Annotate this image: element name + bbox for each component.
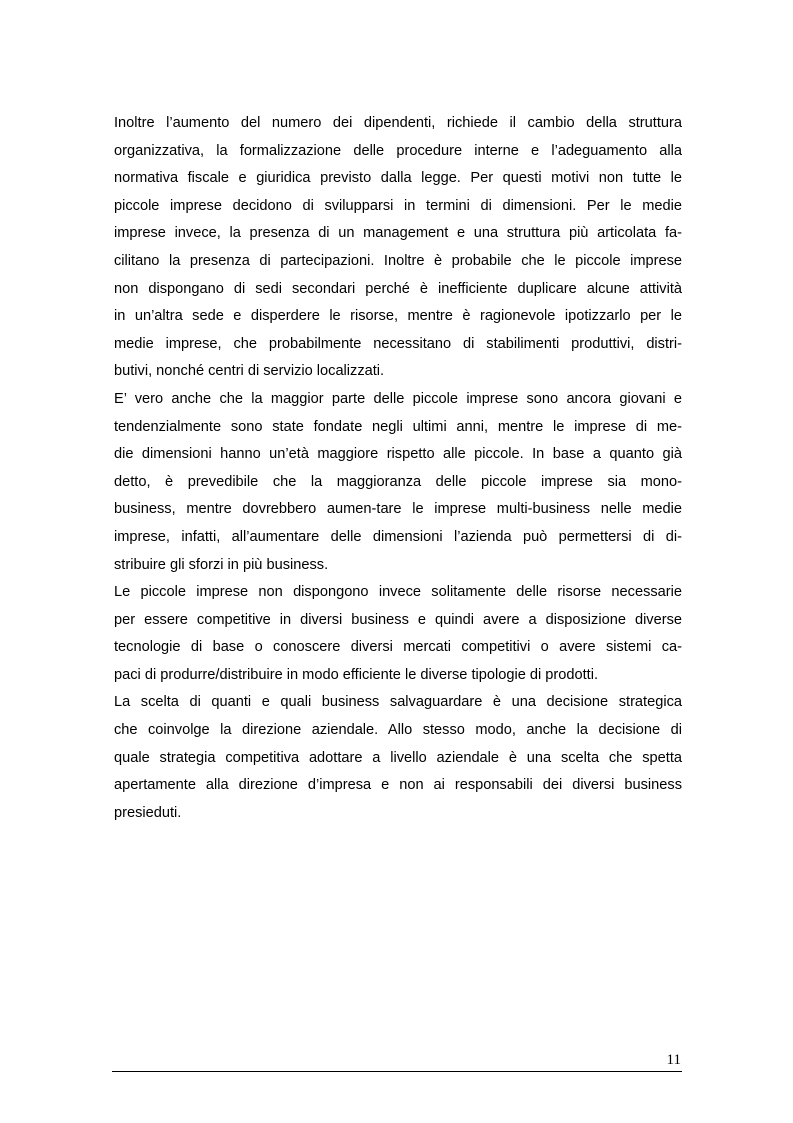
text-line: organizzativa, la formalizzazione delle procedure interne e l’adeguamento alla: [114, 142, 682, 159]
text-line: tendenzialmente sono state fondate negli ultimi anni, mentre le imprese di me-: [114, 418, 682, 435]
text-line: paci di produrre/distribuire in modo efficiente le diverse tipologie di prodotti.: [114, 666, 599, 683]
text-line: imprese, infatti, all’aumentare delle dimensioni l’azienda può permettersi di di-: [114, 528, 682, 545]
text-line: presieduti.: [114, 804, 182, 821]
text-line: die dimensioni hanno un’età maggiore rispetto alle piccole. In base a quanto già: [114, 446, 682, 463]
text-line: normativa fiscale e giuridica previsto dalla legge. Per questi motivi non tutte le: [114, 170, 682, 187]
text-line: butivi, nonché centri di servizio localizzati.: [114, 363, 385, 380]
text-line: quale strategia competitiva adottare a livello aziendale è una scelta che spetta: [114, 749, 682, 766]
text-line: apertamente alla direzione d’impresa e non ai responsabili dei diversi business: [114, 777, 682, 794]
text-line: La scelta di quanti e quali business salvaguardare è una decisione strategica: [114, 694, 682, 711]
text-line: business, mentre dovrebbero aumen-tare le imprese multi-business nelle medie: [114, 501, 682, 518]
footer-divider: [112, 1071, 682, 1072]
text-line: tecnologie di base o conoscere diversi mercati competitivi o avere sistemi ca-: [114, 639, 682, 656]
text-line: non dispongano di sedi secondari perché è inefficiente duplicare alcune attività: [114, 280, 682, 297]
page-number: 11: [666, 1052, 681, 1068]
text-line: detto, è prevedibile che la maggioranza delle piccole imprese sia mono-: [114, 473, 682, 490]
text-line: Le piccole imprese non dispongono invece solitamente delle risorse necessarie: [114, 584, 682, 601]
text-line: che coinvolge la direzione aziendale. Allo stesso modo, anche la decisione di: [114, 722, 682, 739]
text-line: per essere competitive in diversi business e quindi avere a disposizione diverse: [114, 611, 682, 628]
text-line: in un’altra sede e disperdere le risorse, mentre è ragionevole ipotizzarlo per le: [114, 308, 682, 325]
text-line: medie imprese, che probabilmente necessitano di stabilimenti produttivi, distri-: [114, 335, 682, 352]
text-line: Inoltre l’aumento del numero dei dipendenti, richiede il cambio della struttura: [114, 115, 682, 131]
text-line: E’ vero anche che la maggior parte delle piccole imprese sono ancora giovani e: [114, 390, 682, 407]
page-body-text: [114, 110, 682, 827]
text-line: cilitano la presenza di partecipazioni. Inoltre è probabile che le piccole imprese: [114, 252, 682, 269]
text-line: piccole imprese decidono di svilupparsi in termini di dimensioni. Per le medie: [114, 197, 682, 214]
text-line: imprese invece, la presenza di un management e una struttura più articolata fa-: [114, 225, 682, 242]
text-line: stribuire gli sforzi in più business.: [114, 556, 329, 573]
